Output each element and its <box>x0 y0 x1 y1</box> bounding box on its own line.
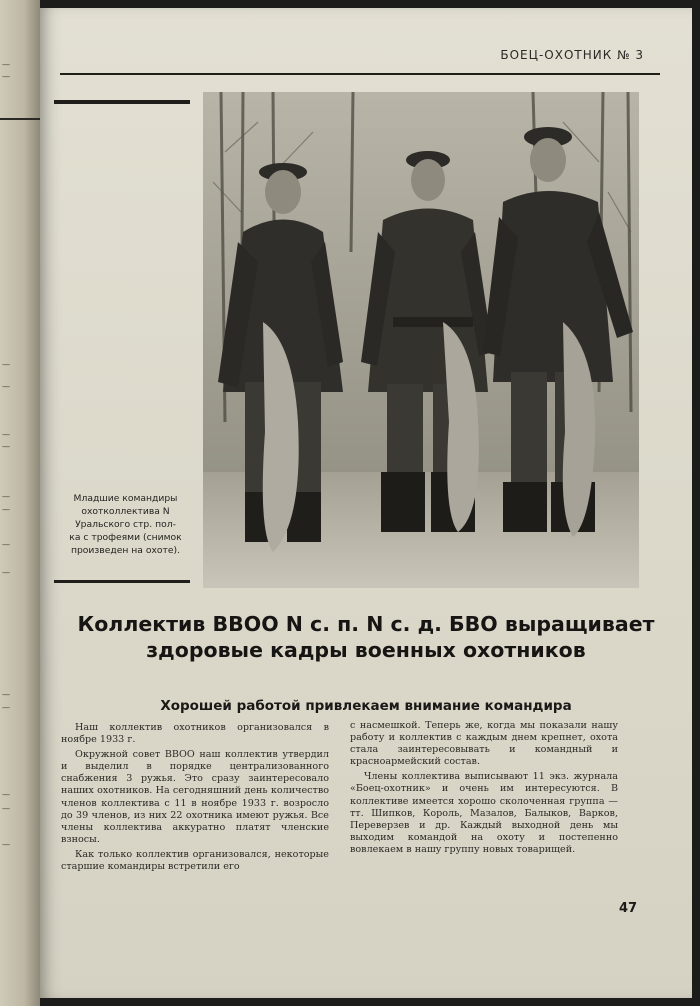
caption-bottom-rule <box>54 580 190 583</box>
caption-line: Младшие командиры <box>73 493 178 504</box>
article-title-line: здоровые кадры военных охотников <box>146 638 586 662</box>
photo-caption <box>54 492 197 557</box>
article-left-column <box>61 722 329 876</box>
article-title-line: Коллектив ВВОО N с. п. N с. д. БВО выращивает <box>77 612 655 636</box>
previous-page-edge: — — — — — — — — — — — — — — — <box>0 0 40 1006</box>
left-page-rule <box>0 118 40 120</box>
header-rule <box>60 73 660 75</box>
caption-line: ка с трофеями (снимок <box>69 532 182 543</box>
paragraph: Как только коллектив организовался, некоторые старшие командиры встретили его <box>61 848 329 873</box>
paragraph: Наш коллектив охотников организовался в ноябре 1933 г. <box>61 722 329 746</box>
article-title <box>40 611 692 663</box>
caption-line: произведен на охоте). <box>70 545 181 556</box>
page-number: 47 <box>619 901 638 916</box>
magazine-page <box>40 8 692 998</box>
paragraph: Окружной совет ВВОО наш коллектив утвердил и выделил в порядке централизованного снабжения 3 ружья. Это сразу заинтересовало наших охотников. На сегодняшний день количество членов коллектива с 11 в ноябре 1933 г. возросло до 39 членов, из них 22 охотника имеют ружья. Все члены коллектива аккуратно платят членские взносы. <box>61 749 329 845</box>
paragraph: с насмешкой. Теперь же, когда мы показали нашу работу и коллектив с каждым днем крепнет, охота стала заинтересовывать и командный и красноармейский состав. <box>350 720 618 768</box>
paragraph: Члены коллектива выписывают 11 экз. журнала «Боец-охотник» и очень им интересуются. В коллективе имеется хорошо сколоченная группа — тт. Шипков, Король, Мазалов, Балыков, Варков, Переверзев и др. Каждый выходной день мы выходим командой на охоту и постепенно вовлекаем в нашу группу новых товарищей. <box>350 771 618 855</box>
article-subtitle: Хорошей работой привлекаем внимание командира <box>160 698 572 714</box>
article-right-column <box>350 720 618 859</box>
hunters-photograph <box>203 92 639 588</box>
caption-line: Уральского стр. пол- <box>75 519 176 530</box>
caption-top-rule <box>54 100 190 104</box>
running-header: БОЕЦ-ОХОТНИК № 3 <box>500 48 644 62</box>
photo-illustration <box>203 92 639 588</box>
caption-line: охотколлектива N <box>81 506 170 517</box>
